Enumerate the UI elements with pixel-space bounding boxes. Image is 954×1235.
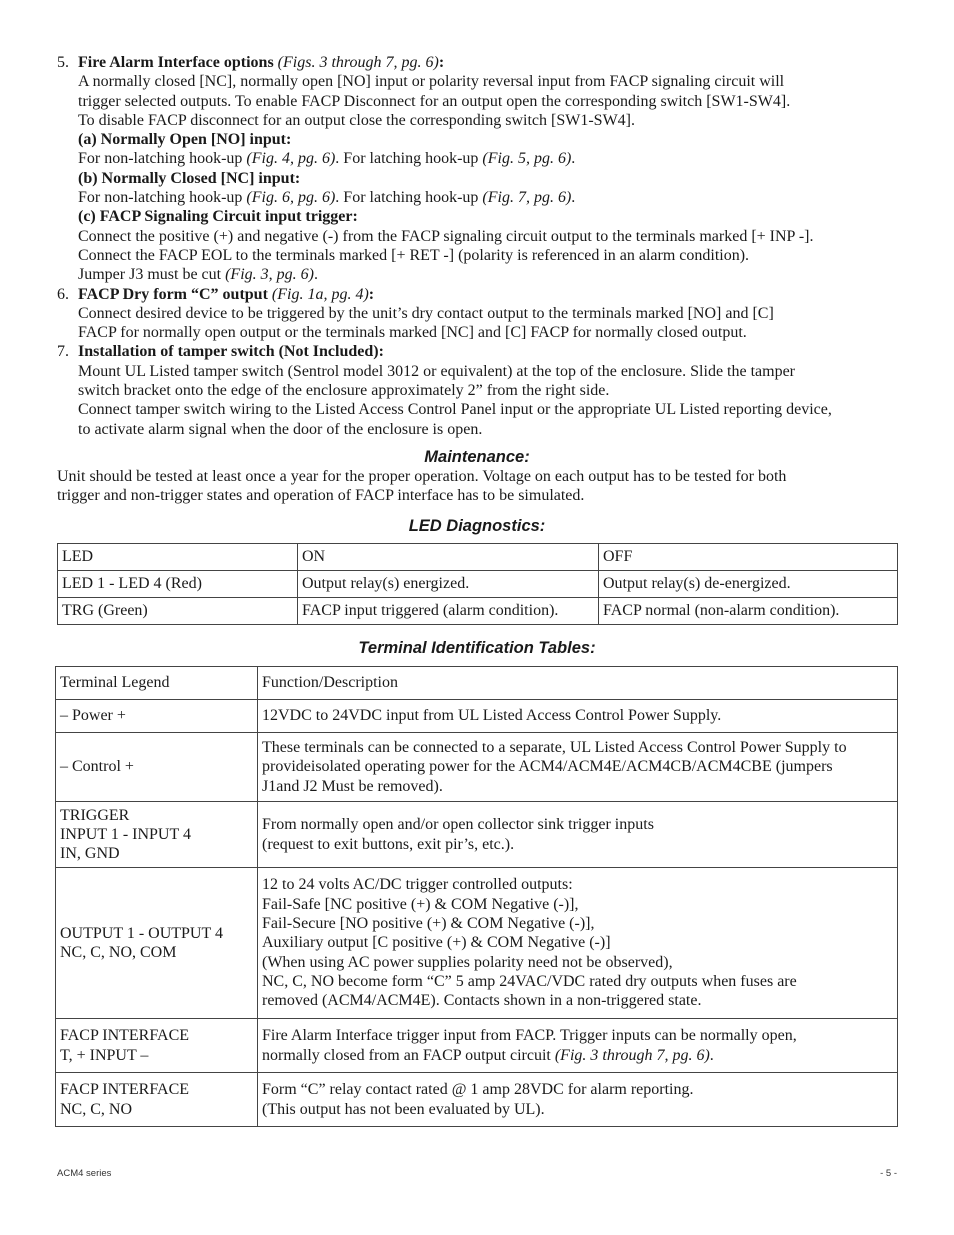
list-item-6: 6. FACP Dry form “C” output (Fig. 1a, pg. 4): Connect desired device to be triggered by the unit’s dry contact output to the terminals marked [NO] and [C] FACP for normally open output or the terminals marked [NC] and [C] FACP for normally closed output. bbox=[57, 285, 902, 343]
body-line: trigger selected outputs. To enable FACP Disconnect for an output open the corresponding switch [SW1-SW4]. bbox=[78, 92, 791, 110]
table-cell: LED 1 - LED 4 (Red) bbox=[58, 571, 298, 598]
table-row bbox=[58, 571, 898, 598]
table-cell: FACP INTERFACE NC, C, NO bbox=[56, 1073, 258, 1127]
figure-reference: (Fig. 1a, pg. 4) bbox=[271, 285, 369, 303]
table-row bbox=[56, 733, 898, 802]
item-number: 6. bbox=[57, 285, 69, 303]
item-title: Fire Alarm Interface options bbox=[78, 54, 274, 71]
item-number: 5. bbox=[57, 54, 69, 71]
figure-reference: (Fig. 6, pg. 6) bbox=[246, 189, 336, 207]
table-row bbox=[56, 868, 898, 1019]
table-row bbox=[58, 598, 898, 625]
body-line: Connect desired device to be triggered by the unit’s dry contact output to the terminals marked [NO] and [C] bbox=[78, 304, 774, 322]
footer-series-label: ACM4 series bbox=[57, 1168, 112, 1179]
table-cell: OUTPUT 1 - OUTPUT 4 NC, C, NO, COM bbox=[56, 868, 258, 1019]
body-line: FACP for normally open output or the terminals marked [NC] and [C] FACP for normally closed output. bbox=[78, 324, 747, 342]
table-cell: – Control + bbox=[56, 733, 258, 802]
terminal-tables-heading: Terminal Identification Tables: bbox=[358, 639, 596, 657]
maintenance-heading: Maintenance: bbox=[424, 448, 530, 466]
table-cell: LED bbox=[58, 544, 298, 571]
table-cell: ON bbox=[298, 544, 599, 571]
body-line: To disable FACP disconnect for an output close the corresponding switch [SW1-SW4]. bbox=[78, 111, 635, 129]
body-line: For non-latching hook-up (Fig. 4, pg. 6). For latching hook-up (Fig. 5, pg. 6). bbox=[78, 150, 576, 168]
table-cell: These terminals can be connected to a separate, UL Listed Access Control Power Supply to provideisolated operating power for the ACM4/ACM4E/ACM4CB/ACM4CBE (jumpers J1and J2 Must be removed). bbox=[258, 733, 898, 802]
table-cell: Form “C” relay contact rated @ 1 amp 28VDC for alarm reporting. (This output has not been evaluated by UL). bbox=[258, 1073, 898, 1127]
body-line: Connect tamper switch wiring to the Listed Access Control Panel input or the appropriate UL Listed reporting device, bbox=[78, 401, 832, 419]
table-header-row bbox=[56, 667, 898, 700]
body-line: Connect the positive (+) and negative (-) from the FACP signaling circuit output to the terminals marked [+ INP -]. bbox=[78, 227, 814, 245]
figure-reference: (Fig. 4, pg. 6) bbox=[246, 150, 336, 168]
body-line: switch bracket onto the edge of the enclosure approximately 2” from the right side. bbox=[78, 382, 610, 400]
table-cell: Output relay(s) energized. bbox=[298, 571, 599, 598]
item-number: 7. bbox=[57, 343, 69, 361]
table-cell: Terminal Legend bbox=[56, 667, 258, 700]
table-cell: TRG (Green) bbox=[58, 598, 298, 625]
subheading-c: (c) FACP Signaling Circuit input trigger: bbox=[78, 208, 358, 226]
figure-reference: (Fig. 3, pg. 6) bbox=[225, 266, 314, 284]
list-item-5: 5. Fire Alarm Interface options (Figs. 3 through 7, pg. 6): A normally closed [NC], normally open [NO] input or polarity reversal input from FACP signaling circuit will trigger selected outputs. To enable FACP Disconnect for an output open the corresponding switch [SW1-SW4]. To disable FACP disconnect for an output close the corresponding switch [SW1-SW4]. (a) Normally Open [NO] input: For non-latching hook-up (Fig. 4, pg. 6). For latching hook-up (Fig. 5, pg. 6). (b) Normally Closed [NC] input: For non-latching hook-up (Fig. 6, pg. 6). For latching hook-up (Fig. 7, pg. 6). (c) FACP Signaling Circuit input trigger: Connect the positive (+) and negative (-) from the FACP signaling circuit output to the terminals marked [+ INP -]. Connect the FACP EOL to the terminals marked [+ RET -] (polarity is referenced in an alarm condition). Jumper J3 must be cut (Fig. 3, pg. 6). bbox=[57, 53, 902, 285]
table-cell: FACP normal (non-alarm condition). bbox=[599, 598, 898, 625]
subheading-b: (b) Normally Closed [NC] input: bbox=[78, 169, 301, 187]
table-row bbox=[56, 1019, 898, 1073]
body-line: to activate alarm signal when the door of the enclosure is open. bbox=[78, 420, 483, 438]
terminal-identification-table bbox=[55, 666, 898, 1127]
footer-page-number: - 5 - bbox=[880, 1168, 897, 1179]
instruction-list bbox=[57, 53, 902, 439]
table-cell: Function/Description bbox=[258, 667, 898, 700]
table-cell: 12VDC to 24VDC input from UL Listed Access Control Power Supply. bbox=[258, 700, 898, 733]
item-title: FACP Dry form “C” output bbox=[78, 285, 268, 303]
led-diagnostics-heading: LED Diagnostics: bbox=[408, 517, 546, 535]
figure-reference: (Fig. 3 through 7, pg. 6) bbox=[554, 1046, 710, 1064]
table-cell: OFF bbox=[599, 544, 898, 571]
body-line: For non-latching hook-up (Fig. 6, pg. 6). For latching hook-up (Fig. 7, pg. 6). bbox=[78, 189, 576, 207]
table-cell: TRIGGER INPUT 1 - INPUT 4 IN, GND bbox=[56, 802, 258, 868]
body-line: A normally closed [NC], normally open [NO] input or polarity reversal input from FACP signaling circuit will bbox=[78, 73, 785, 91]
table-cell: From normally open and/or open collector sink trigger inputs (request to exit buttons, exit pir’s, etc.). bbox=[258, 802, 898, 868]
table-row bbox=[56, 700, 898, 733]
figure-reference: (Figs. 3 through 7, pg. 6) bbox=[277, 54, 439, 71]
body-line: Connect the FACP EOL to the terminals marked [+ RET -] (polarity is referenced in an alarm condition). bbox=[78, 246, 750, 264]
table-cell: Output relay(s) de-energized. bbox=[599, 571, 898, 598]
table-cell: Fire Alarm Interface trigger input from FACP. Trigger inputs can be normally open, normally closed from an FACP output circuit (Fig. 3 through 7, pg. 6). bbox=[258, 1019, 898, 1073]
table-cell: FACP input triggered (alarm condition). bbox=[298, 598, 599, 625]
table-cell: FACP INTERFACE T, + INPUT – bbox=[56, 1019, 258, 1073]
subheading-a: (a) Normally Open [NO] input: bbox=[78, 131, 292, 149]
item-title: Installation of tamper switch (Not Included): bbox=[78, 343, 384, 361]
table-row bbox=[56, 1073, 898, 1127]
list-item-7 bbox=[57, 342, 902, 438]
body-line: Jumper J3 must be cut (Fig. 3, pg. 6). bbox=[78, 266, 318, 284]
maintenance-paragraph: Unit should be tested at least once a year for the proper operation. Voltage on each output has to be tested for both trigger and non-trigger states and operation of FACP interface has to be simulated. bbox=[57, 468, 787, 505]
table-cell: – Power + bbox=[56, 700, 258, 733]
table-row bbox=[56, 802, 898, 868]
table-header-row bbox=[58, 544, 898, 571]
body-line: Mount UL Listed tamper switch (Sentrol model 3012 or equivalent) at the top of the enclosure. Slide the tamper bbox=[78, 362, 796, 380]
figure-reference: (Fig. 5, pg. 6) bbox=[482, 150, 572, 168]
led-diagnostics-table bbox=[57, 543, 898, 625]
table-cell: 12 to 24 volts AC/DC trigger controlled outputs: Fail-Safe [NC positive (+) & COM Negative (-)], Fail-Secure [NO positive (+) & COM Negative (-)], Auxiliary output [C positive (+) & COM Negative (-)] (When using AC power supplies polarity need not be observed), NC, C, NO become form “C” 5 amp 24VAC/VDC rated dry outputs when fuses are removed (ACM4/ACM4E). Contacts shown in a non-triggered state. bbox=[258, 868, 898, 1019]
figure-reference: (Fig. 7, pg. 6) bbox=[482, 189, 572, 207]
